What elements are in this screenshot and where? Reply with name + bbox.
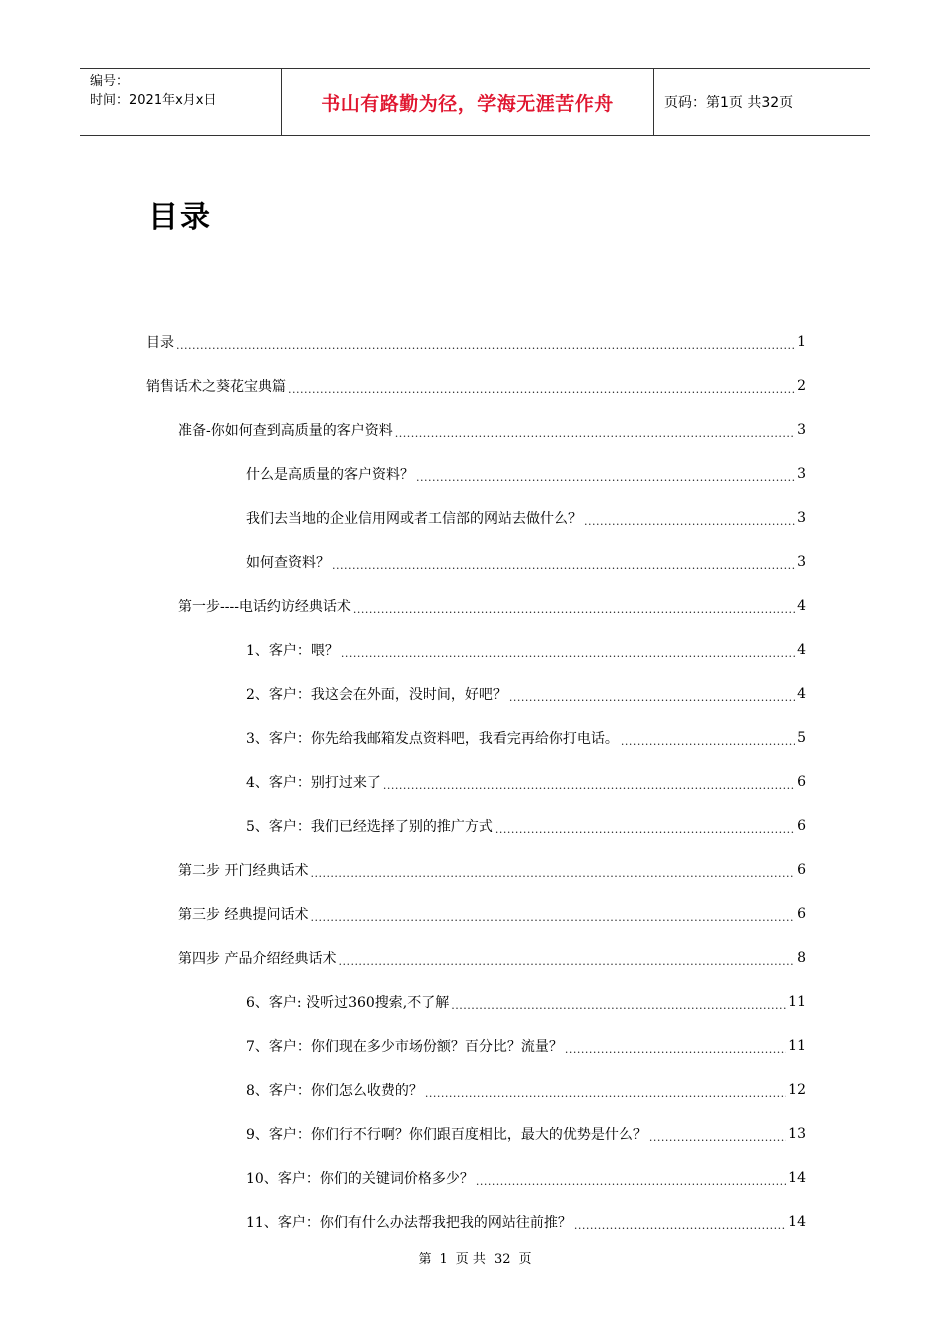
toc-dot-leader — [395, 427, 795, 440]
toc-entry[interactable] — [246, 672, 806, 716]
toc-dot-leader — [509, 691, 795, 704]
toc-entry-title: 准备-你如何查到高质量的客户资料 — [178, 423, 393, 439]
toc-entry-title: 第二步 开门经典话术 — [178, 863, 309, 879]
toc-dot-leader — [425, 1087, 786, 1100]
toc-entry[interactable] — [246, 540, 806, 584]
header-number-label: 编号： — [90, 74, 130, 89]
header-motto: 书山有路勤为径，学海无涯苦作舟 — [282, 69, 654, 135]
toc-dot-leader — [338, 955, 795, 968]
toc-dot-leader — [649, 1131, 786, 1144]
toc-entry[interactable] — [246, 1068, 806, 1112]
toc-entry-page: 1 — [797, 334, 806, 350]
toc-entry-title: 如何查资料？ — [246, 555, 330, 571]
toc-entry-title: 第四步 产品介绍经典话术 — [178, 951, 337, 967]
toc-entry-title: 2、客户：我这会在外面，没时间，好吧？ — [246, 687, 507, 703]
toc-entry[interactable] — [178, 584, 806, 628]
header-time-label: 时间：2021年x月x日 — [90, 93, 217, 108]
toc-entry-title: 第一步----电话约访经典话术 — [178, 599, 351, 615]
toc-dot-leader — [451, 999, 786, 1012]
footer-prefix: 第 — [418, 1252, 432, 1267]
header-page-label: 页码：第1页 共32页 — [664, 95, 794, 111]
toc-entry[interactable] — [178, 936, 806, 980]
page-footer — [0, 1248, 950, 1267]
toc-entry-title: 5、客户：我们已经选择了别的推广方式 — [246, 819, 493, 835]
toc-entry-page: 3 — [797, 554, 806, 570]
toc-dot-leader — [565, 1043, 786, 1056]
toc-dot-leader — [310, 867, 795, 880]
footer-current-page: 1 — [439, 1252, 448, 1267]
toc-entry-page: 6 — [797, 906, 806, 922]
toc-entry-title: 销售话术之葵花宝典篇 — [146, 379, 286, 395]
toc-entry[interactable] — [146, 320, 806, 364]
toc-entry[interactable] — [146, 364, 806, 408]
toc-entry[interactable] — [246, 1200, 806, 1244]
toc-entry[interactable] — [246, 496, 806, 540]
toc-entry-page: 4 — [797, 598, 806, 614]
toc-entry-page: 6 — [797, 862, 806, 878]
toc-dot-leader — [383, 779, 795, 792]
toc-entry-title: 4、客户：别打过来了 — [246, 775, 381, 791]
header-meta — [80, 69, 282, 135]
footer-suffix: 页 — [518, 1252, 532, 1267]
toc-dot-leader — [353, 603, 795, 616]
toc-entry-page: 3 — [797, 466, 806, 482]
toc-entry-title: 第三步 经典提问话术 — [178, 907, 309, 923]
toc-entry-page: 11 — [788, 1038, 806, 1054]
toc-entry-title: 1、客户：喂？ — [246, 643, 339, 659]
toc-entry[interactable] — [246, 1112, 806, 1156]
toc-dot-leader — [341, 647, 795, 660]
toc-entry-page: 14 — [788, 1170, 806, 1186]
toc-entry[interactable] — [246, 804, 806, 848]
page-header — [80, 68, 870, 136]
toc-entry-page: 13 — [788, 1126, 806, 1142]
toc-entry-title: 9、客户：你们行不行啊？你们跟百度相比，最大的优势是什么？ — [246, 1127, 647, 1143]
toc-entry[interactable] — [246, 1156, 806, 1200]
toc-entry[interactable] — [246, 628, 806, 672]
toc-entry-title: 什么是高质量的客户资料？ — [246, 467, 414, 483]
toc-entry-title: 8、客户：你们怎么收费的？ — [246, 1083, 423, 1099]
toc-entry-page: 4 — [797, 686, 806, 702]
toc-dot-leader — [288, 383, 795, 396]
toc-entry-page: 11 — [788, 994, 806, 1010]
toc-entry-page: 6 — [797, 774, 806, 790]
toc-dot-leader — [495, 823, 795, 836]
toc-entry[interactable] — [246, 716, 806, 760]
toc-entry[interactable] — [178, 892, 806, 936]
toc-entry-page: 12 — [788, 1082, 806, 1098]
toc-entry-title: 10、客户：你们的关键词价格多少？ — [246, 1171, 474, 1187]
toc-dot-leader — [621, 735, 795, 748]
footer-total-pages: 32 — [493, 1252, 511, 1267]
toc-entry-page: 3 — [797, 510, 806, 526]
toc-dot-leader — [176, 339, 795, 352]
toc-entry-page: 2 — [797, 378, 806, 394]
toc-entry[interactable] — [246, 980, 806, 1024]
page-title: 目录 — [148, 200, 212, 235]
toc-entry-title: 目录 — [146, 335, 174, 351]
toc-entry-page: 5 — [797, 730, 806, 746]
toc-entry[interactable] — [178, 408, 806, 452]
toc-entry-title: 3、客户：你先给我邮箱发点资料吧，我看完再给你打电话。 — [246, 731, 619, 747]
toc-entry[interactable] — [246, 760, 806, 804]
toc-entry-title: 11、客户：你们有什么办法帮我把我的网站往前推？ — [246, 1215, 572, 1231]
toc-dot-leader — [476, 1175, 786, 1188]
toc-entry-title: 我们去当地的企业信用网或者工信部的网站去做什么？ — [246, 511, 582, 527]
toc-entry[interactable] — [246, 1024, 806, 1068]
toc-entry[interactable] — [246, 452, 806, 496]
toc-dot-leader — [416, 471, 795, 484]
footer-middle: 页 共 — [455, 1252, 486, 1267]
toc-entry-page: 6 — [797, 818, 806, 834]
toc-entry-title: 7、客户：你们现在多少市场份额？百分比？流量？ — [246, 1039, 563, 1055]
toc-entry-page: 3 — [797, 422, 806, 438]
toc-entry-page: 14 — [788, 1214, 806, 1230]
toc-dot-leader — [310, 911, 795, 924]
toc-dot-leader — [584, 515, 795, 528]
toc-entry-page: 8 — [797, 950, 806, 966]
toc-entry-title: 6、客户: 没听过360搜索,不了解 — [246, 995, 450, 1011]
toc-dot-leader — [332, 559, 795, 572]
toc-dot-leader — [574, 1219, 786, 1232]
toc-entry[interactable] — [178, 848, 806, 892]
toc-entry-page: 4 — [797, 642, 806, 658]
